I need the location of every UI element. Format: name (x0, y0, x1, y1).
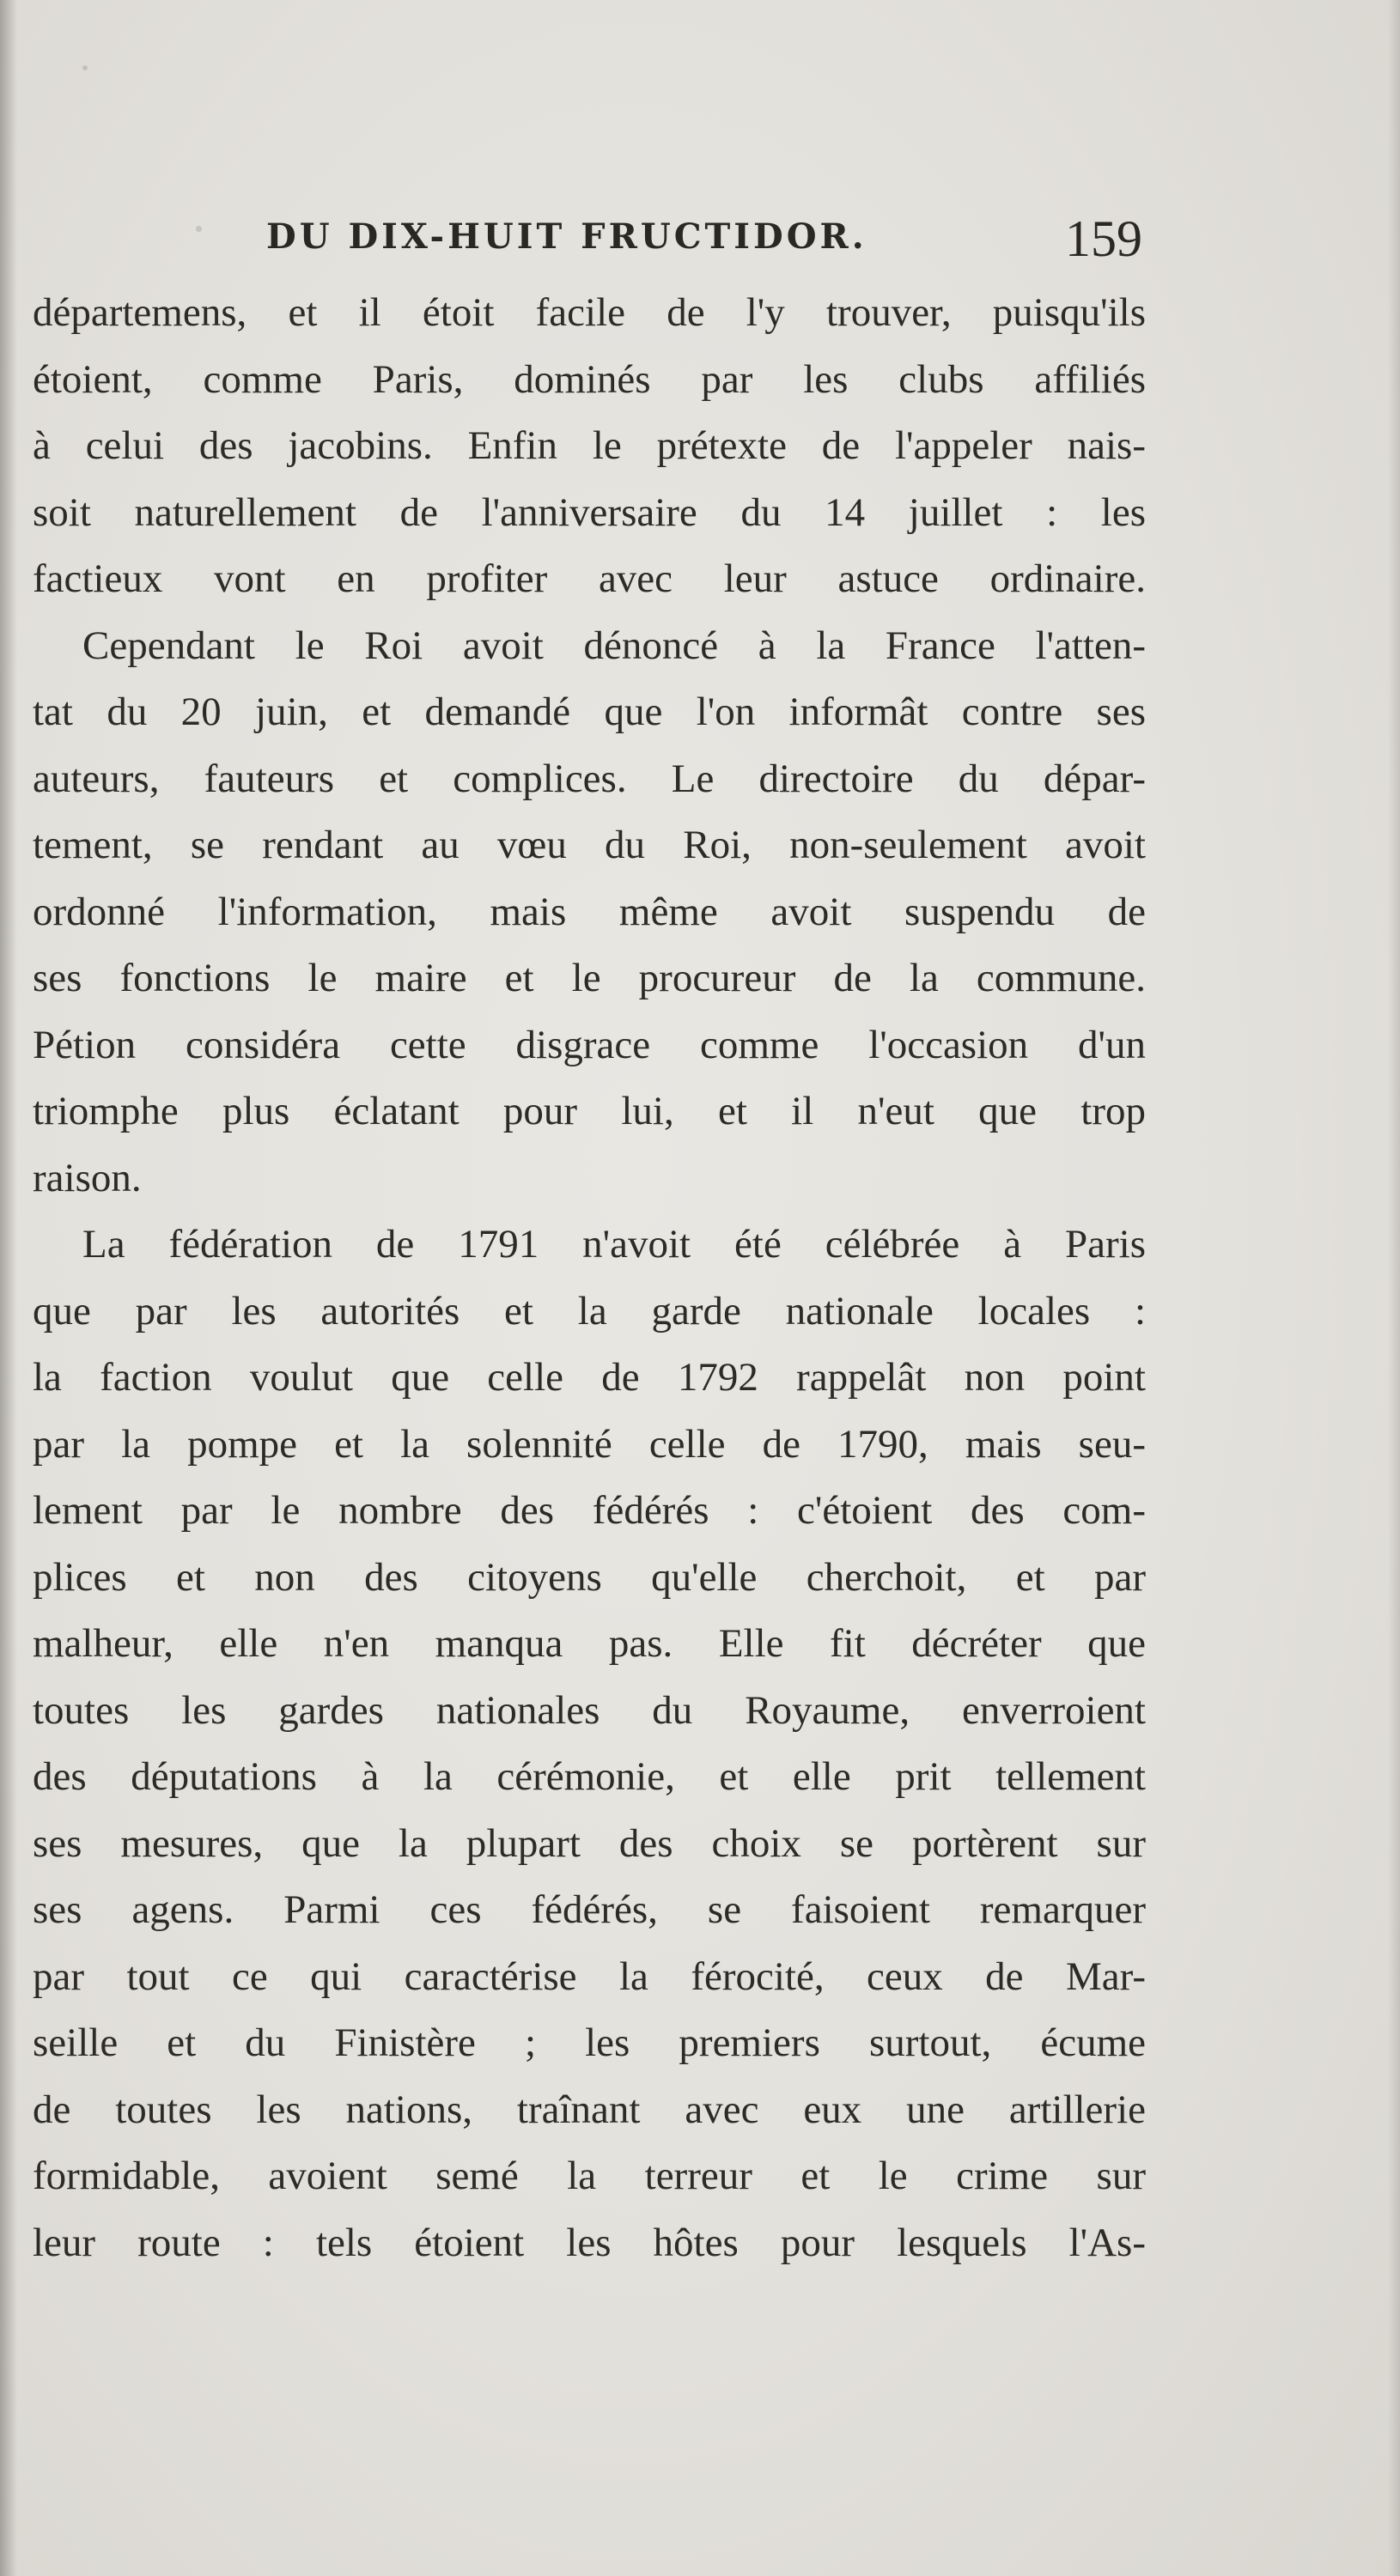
left-edge-shadow (0, 0, 17, 2576)
text-line: raison. (33, 1155, 142, 1200)
text-line: des députations à la cérémonie, et elle prit tellement (33, 1754, 1146, 1799)
text-line: plices et non des citoyens qu'elle cherchoit, et par (33, 1554, 1146, 1600)
body-text (29, 280, 1146, 2276)
text-line: que par les autorités et la garde nationale locales : (33, 1288, 1146, 1334)
text-line: triomphe plus éclatant pour lui, et il n'eut que trop (33, 1089, 1146, 1133)
text-line: tement, se rendant au vœu du Roi, non-seulement avoit (33, 823, 1146, 867)
text-line: malheur, elle n'en manqua pas. Elle fit décréter que (33, 1621, 1146, 1666)
text-line: factieux vont en profiter avec leur astuce ordinaire. (33, 556, 1146, 601)
text-line: tat du 20 juin, et demandé que l'on informât contre ses (33, 690, 1146, 734)
text-line: La fédération de 1791 n'avoit été célébrée à Paris (82, 1222, 1146, 1267)
page-header (266, 210, 1142, 270)
text-line: lement par le nombre des fédérés : c'étoient des com- (33, 1488, 1146, 1533)
text-line: ses mesures, que la plupart des choix se portèrent sur (33, 1820, 1146, 1866)
text-line: formidable, avoient semé la terreur et le crime sur (33, 2154, 1146, 2198)
text-line: Pétion considéra cette disgrace comme l'occasion d'un (33, 1022, 1146, 1067)
text-line: toutes les gardes nationales du Royaume, enverroient (33, 1687, 1146, 1733)
text-line: la faction voulut que celle de 1792 rappelât non point (33, 1355, 1146, 1400)
foxing-spot (82, 65, 88, 70)
page-number: 159 (1065, 210, 1142, 267)
text-line: ses fonctions le maire et le procureur de la commune. (33, 956, 1146, 1000)
text-line: de toutes les nations, traînant avec eux une artillerie (33, 2087, 1146, 2132)
text-line: Cependant le Roi avoit dénoncé à la France l'atten- (82, 623, 1146, 668)
text-line: seille et du Finistère ; les premiers surtout, écume (33, 2020, 1146, 2065)
text-line: ses agens. Parmi ces fédérés, se faisoient remarquer (33, 1887, 1146, 1932)
text-line: ordonné l'information, mais même avoit suspendu de (33, 889, 1146, 934)
text-line: par tout ce qui caractérise la férocité, ceux de Mar- (33, 1953, 1146, 1999)
text-line: par la pompe et la solennité celle de 1790, mais seu- (33, 1421, 1146, 1467)
right-edge-shadow (1388, 0, 1400, 2576)
text-line: auteurs, fauteurs et complices. Le directoire du dépar- (33, 756, 1146, 801)
text-line: étoient, comme Paris, dominés par les clubs affiliés (33, 356, 1146, 402)
text-line: leur route : tels étoient les hôtes pour lesquels l'As- (33, 2220, 1146, 2265)
foxing-spot (196, 226, 202, 232)
text-line: départemens, et il étoit facile de l'y trouver, puisqu'ils (33, 290, 1146, 335)
running-title: DU DIX-HUIT FRUCTIDOR. (266, 216, 867, 257)
text-line: soit naturellement de l'anniversaire du 14 juillet : les (33, 489, 1146, 535)
text-line: à celui des jacobins. Enfin le prétexte de l'appeler nais- (33, 423, 1146, 468)
